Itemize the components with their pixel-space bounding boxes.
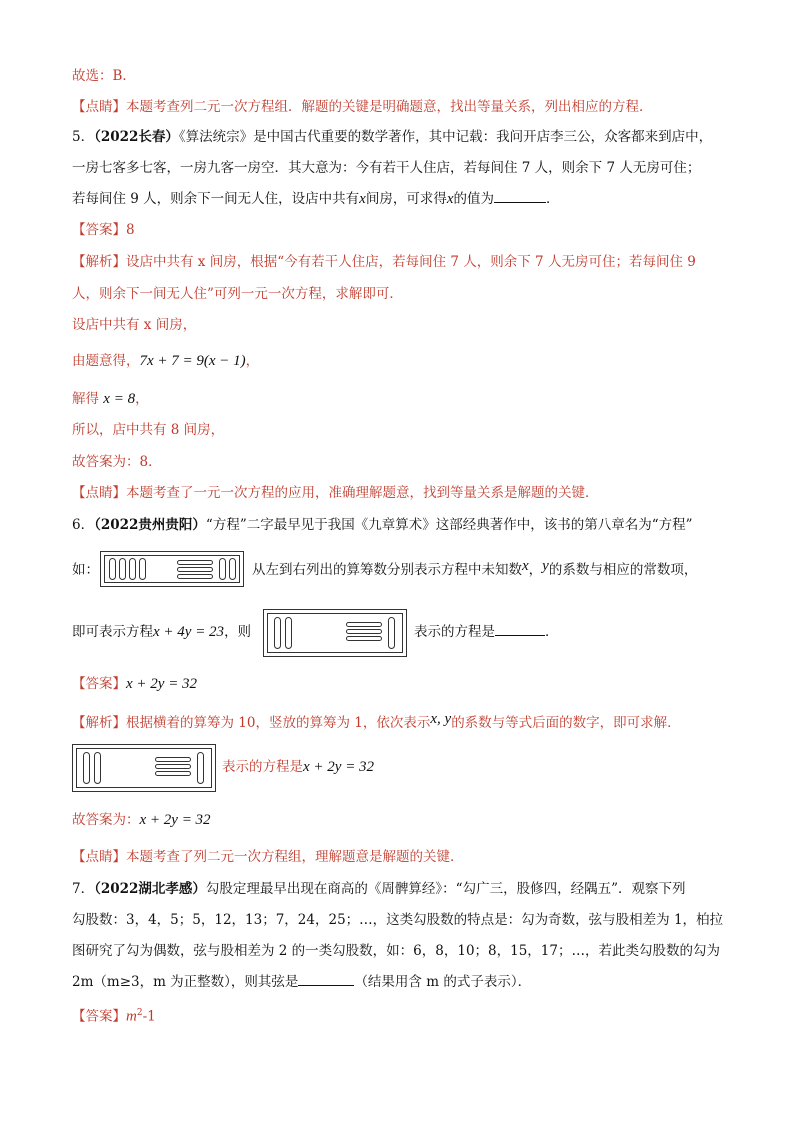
q5-text-a: 《算法统宗》是中国古代重要的数学著作，其中记载：我问开店李三公，众客都来到店中， [178,129,713,145]
vertical-rod [388,617,395,649]
vertical-rod [229,558,236,580]
q5-answer: 【答案】8 [72,222,135,238]
q5-step-2: 由题意得，7x + 7 = 9(x − 1)， [72,353,260,369]
q6-answer: 【答案】x + 2y = 32 [72,676,198,692]
q7-answer: 【答案】$m^2-1$ [72,1008,156,1025]
q6-comment: 【点睛】本题考查了列二元一次方程组，理解题意是解题的关键． [72,849,464,865]
horizontal-rod [346,629,382,634]
q6-line-2-prefix: 如： [72,562,99,578]
vertical-rod [139,558,146,580]
q6-line-3-prefix: 即可表示方程x + 4y = 23，则 [72,624,252,640]
q5-line-3: 若每间住 9 人，则余下一间无人住，设店中共有x间房，可求得x的值为 ． [72,191,560,207]
q6-final-answer: 故答案为：x + 2y = 32 [72,812,211,828]
vertical-rod [274,617,281,649]
q6-figure-caption: 表示的方程是x + 2y = 32 [222,759,375,775]
q6-line-3-suffix: 表示的方程是 ． [414,624,559,640]
q5-source: （2022长春） [94,129,179,145]
vertical-rod [94,752,101,784]
q5-analysis-1: 【解析】设店中共有 x 间房，根据“今有若干人住店，若每间住 7 人，则余下 7 人无房可住；若每间住 9 [72,254,696,270]
vertical-rod [219,558,226,580]
counting-rods-figure-2 [263,609,407,657]
q5-number: 5． [72,129,95,145]
q7-line-2: 勾股数：3，4，5；5，12，13；7，24，25；…，这类勾股数的特点是：勾为奇数，弦与股相差为 1，柏拉 [72,912,724,928]
horizontal-rod [155,771,191,776]
horizontal-rod [177,574,213,579]
horizontal-rod [177,560,213,565]
equation: 7x + 7 = 9(x − 1) [139,353,246,369]
vertical-rod [109,558,116,580]
q5-analysis-2: 人，则余下一间无人住”可列一元一次方程，求解即可． [72,286,403,302]
q7-line-4: 2m（m≥3，m 为正整数），则其弦是 （结果用含 m 的式子表示）． [72,974,532,990]
solution: x = 8 [103,391,136,407]
q5-line-1 [72,127,712,147]
horizontal-rod [155,757,191,762]
vertical-rod [285,617,292,649]
answer-choice-line: 故选：B． [72,68,136,84]
vertical-rod [197,752,204,784]
q6-source: （2022贵州贵阳） [94,517,206,533]
answer-blank [494,202,546,203]
horizontal-rod [346,622,382,627]
q7-line-3: 图研究了勾为偶数，弦与股相差为 2 的一类勾股数，如：6，8，10；8，15，17；…，若此类勾股数的勾为 [72,943,720,959]
q5-step-1: 设店中共有 x 间房， [72,317,197,333]
q6-line-2-text: 从左到右列出的算筹数分别表示方程中未知数x，y的系数与相应的常数项， [252,558,698,578]
comment-q4: 【点睛】本题考查列二元一次方程组．解题的关键是明确题意，找出等量关系，列出相应的方程． [72,99,653,115]
q5-step-5: 故答案为：8． [72,454,162,470]
vertical-rod [83,752,90,784]
q7-source: （2022湖北孝感） [94,881,206,897]
vertical-rod [129,558,136,580]
horizontal-rod [155,764,191,769]
q5-step-4: 所以，店中共有 8 间房， [72,422,225,438]
q7-line-1: 7．（2022湖北孝感）勾股定理最早出现在商高的《周髀算经》：“勾广三，股修四，经隅五”．观察下列 [72,881,686,897]
q5-step-3: 解得 x = 8， [72,391,149,407]
q5-comment: 【点睛】本题考查了一元一次方程的应用，准确理解题意，找到等量关系是解题的关键． [72,485,599,501]
q6-analysis: 【解析】根据横着的算筹为 10，竖放的算筹为 1，依次表示x, y的系数与等式后面的数字，即可求解． [72,711,681,731]
horizontal-rod [346,636,382,641]
answer-blank [495,635,545,636]
answer-blank [298,985,354,986]
vertical-rod [119,558,126,580]
q5-line-2: 一房七客多七客，一房九客一房空．其大意为：今有若干人住店，若每间住 7 人，则余下 7 人无房可住； [72,160,701,176]
counting-rods-figure-3 [72,744,216,792]
horizontal-rod [177,567,213,572]
counting-rods-figure-1 [100,551,244,587]
q6-line-1: 6．（2022贵州贵阳）“方程”二字最早见于我国《九章算术》这部经典著作中，该书的第八章名为“方程” [72,517,693,533]
